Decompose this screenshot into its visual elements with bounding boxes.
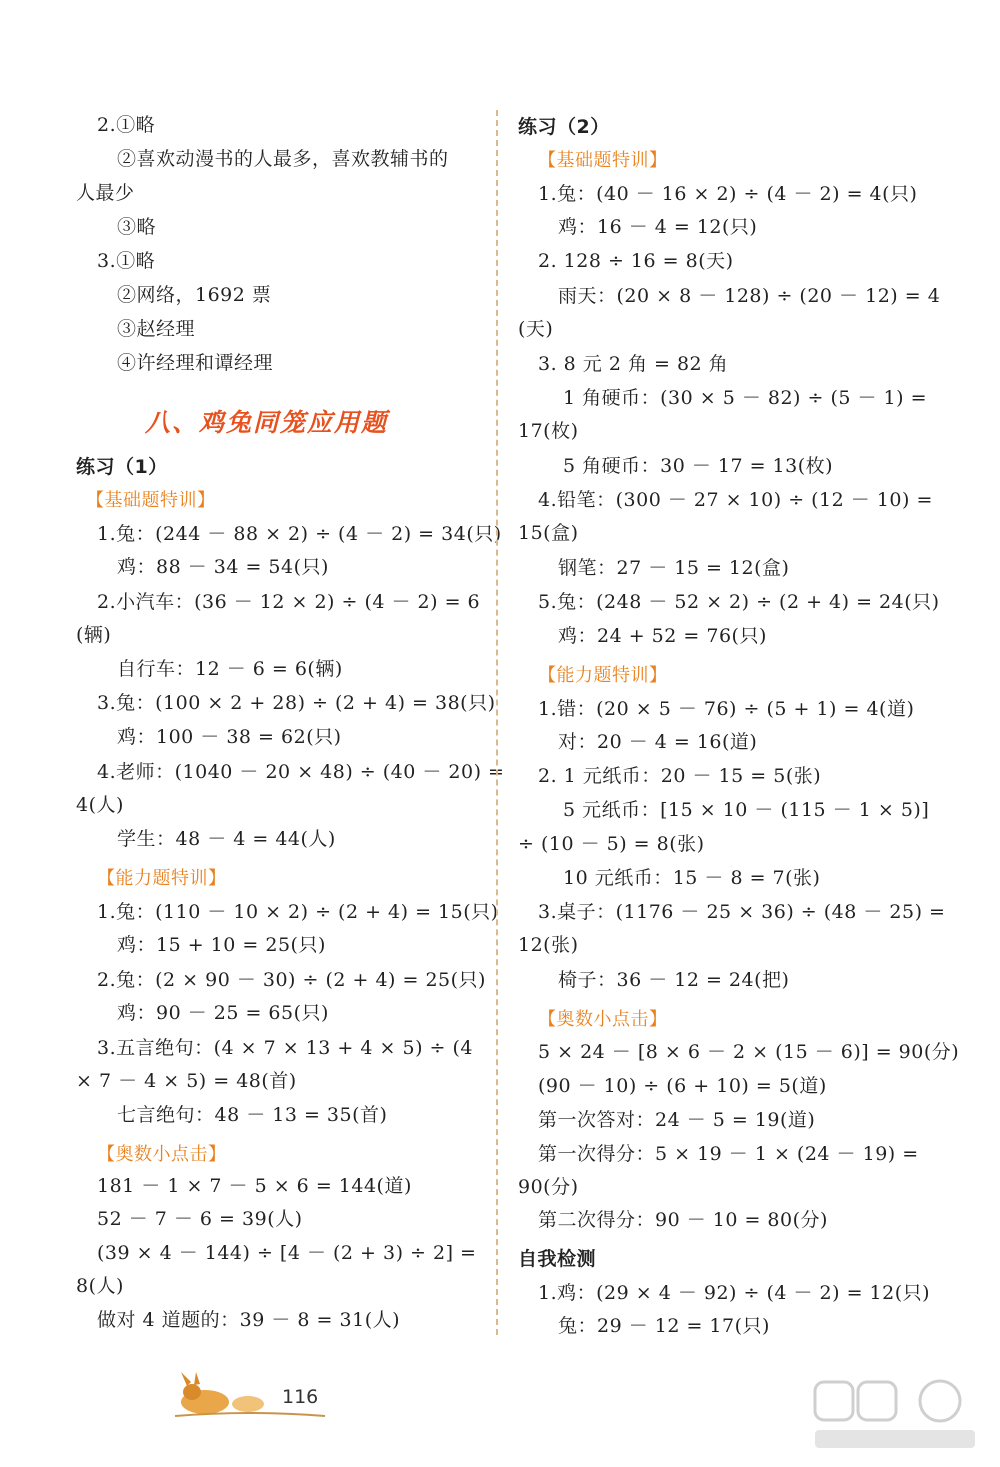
answer-line: 1.兔：(110 － 10 × 2) ÷ (2 + 4) = 15(只) xyxy=(97,901,499,923)
answer-line: 椅子：36 － 12 = 24(把) xyxy=(558,969,790,991)
section-heading: 自我检测 xyxy=(518,1248,597,1270)
answer-line: 1.错：(20 × 5 － 76) ÷ (5 + 1) = 4(道) xyxy=(538,698,915,720)
section-tag: 【能力题特训】 xyxy=(97,868,227,889)
answer-line: 8(人) xyxy=(76,1275,124,1297)
answer-line: ②网络，1692 票 xyxy=(117,284,272,306)
answer-line: (39 × 4 － 144) ÷ [4 － (2 + 3) ÷ 2] = xyxy=(97,1242,477,1264)
answer-line: ②喜欢动漫书的人最多，喜欢教辅书的 xyxy=(117,148,449,170)
answer-line: 3.兔：(100 × 2 + 28) ÷ (2 + 4) = 38(只) xyxy=(97,692,496,714)
answer-line: 4.老师：(1040 － 20 × 48) ÷ (40 － 20) = xyxy=(97,761,505,783)
answer-line: 15(盒) xyxy=(518,522,579,544)
section-tag: 【能力题特训】 xyxy=(538,665,668,686)
answer-line: 做对 4 道题的：39 － 8 = 31(人) xyxy=(97,1309,401,1331)
answer-line: 钢笔：27 － 15 = 12(盒) xyxy=(558,557,790,579)
answer-line: 鸡：16 － 4 = 12(只) xyxy=(558,216,758,238)
answer-line: 1 角硬币：(30 × 5 － 82) ÷ (5 － 1) = xyxy=(563,387,928,409)
answer-line: 鸡：90 － 25 = 65(只) xyxy=(117,1002,329,1024)
answer-line: 人最少 xyxy=(76,182,135,204)
answer-line: 2.①略 xyxy=(97,114,156,136)
chapter-title: 八、鸡兔同笼应用题 xyxy=(145,408,389,437)
answer-line: 2.兔：(2 × 90 － 30) ÷ (2 + 4) = 25(只) xyxy=(97,969,486,991)
answer-line: 兔：29 － 12 = 17(只) xyxy=(558,1315,770,1337)
section-tag: 【基础题特训】 xyxy=(86,490,216,511)
answer-line: 七言绝句：48 － 13 = 35(首) xyxy=(117,1104,388,1126)
answer-line: (天) xyxy=(518,318,554,340)
answer-line: 4(人) xyxy=(76,794,124,816)
answer-line: 17(枚) xyxy=(518,420,579,442)
answer-line: 3.①略 xyxy=(97,250,156,272)
section-tag: 【奥数小点击】 xyxy=(538,1009,668,1030)
answer-line: 2.小汽车：(36 － 12 × 2) ÷ (4 － 2) = 6 xyxy=(97,591,481,613)
answer-line: 3.桌子：(1176 － 25 × 36) ÷ (48 － 25) = xyxy=(538,901,946,923)
answer-line: 3. 8 元 2 角 = 82 角 xyxy=(538,353,729,375)
answer-line: 雨天：(20 × 8 － 128) ÷ (20 － 12) = 4 xyxy=(558,285,941,307)
answer-line: ③赵经理 xyxy=(117,318,196,340)
answer-line: 5.兔：(248 － 52 × 2) ÷ (2 + 4) = 24(只) xyxy=(538,591,940,613)
answer-line: 对：20 － 4 = 16(道) xyxy=(558,731,758,753)
answer-line: ③略 xyxy=(117,216,157,238)
answer-line: 1.鸡：(29 × 4 － 92) ÷ (4 － 2) = 12(只) xyxy=(538,1282,931,1304)
answer-line: 1.兔：(244 － 88 × 2) ÷ (4 － 2) = 34(只) xyxy=(97,523,502,545)
answer-line: 5 元纸币：[15 × 10 － (115 － 1 × 5)] xyxy=(563,799,930,821)
answer-line: 181 － 1 × 7 － 5 × 6 = 144(道) xyxy=(97,1175,412,1197)
answer-line: 12(张) xyxy=(518,934,579,956)
answer-line: (90 － 10) ÷ (6 + 10) = 5(道) xyxy=(538,1075,827,1097)
answer-line: 自行车：12 － 6 = 6(辆) xyxy=(117,658,343,680)
answer-line: 1.兔：(40 － 16 × 2) ÷ (4 － 2) = 4(只) xyxy=(538,183,918,205)
answer-line: 5 角硬币：30 － 17 = 13(枚) xyxy=(563,455,834,477)
answer-line: 第二次得分：90 － 10 = 80(分) xyxy=(538,1209,828,1231)
column-divider xyxy=(496,110,498,1335)
section-tag: 【奥数小点击】 xyxy=(97,1144,227,1165)
section-tag: 【基础题特训】 xyxy=(538,150,668,171)
answer-line: 52 － 7 － 6 = 39(人) xyxy=(97,1208,303,1230)
answer-line: 学生：48 － 4 = 44(人) xyxy=(117,828,336,850)
answer-line: (辆) xyxy=(76,624,112,646)
answer-line: 鸡：15 + 10 = 25(只) xyxy=(117,934,326,956)
answer-line: 4.铅笔：(300 － 27 × 10) ÷ (12 － 10) = xyxy=(538,489,933,511)
section-heading: 练习（2） xyxy=(518,116,610,138)
answer-line: 90(分) xyxy=(518,1176,579,1198)
answer-line: 鸡：88 － 34 = 54(只) xyxy=(117,556,329,578)
answer-line: 鸡：100 － 38 = 62(只) xyxy=(117,726,342,748)
answer-line: 3.五言绝句：(4 × 7 × 13 + 4 × 5) ÷ (4 xyxy=(97,1037,473,1059)
watermark-logo-icon xyxy=(810,1376,980,1456)
answer-line: × 7 － 4 × 5) = 48(首) xyxy=(76,1070,297,1092)
page-number: 116 xyxy=(282,1386,319,1408)
answer-line: 鸡：24 + 52 = 76(只) xyxy=(558,625,767,647)
answer-line: 2. 128 ÷ 16 = 8(天) xyxy=(538,250,734,272)
answer-line: ÷ (10 － 5) = 8(张) xyxy=(518,833,705,855)
answer-line: 10 元纸币：15 － 8 = 7(张) xyxy=(563,867,821,889)
answer-line: 5 × 24 － [8 × 6 － 2 × (15 － 6)] = 90(分) xyxy=(538,1041,960,1063)
answer-line: ④许经理和谭经理 xyxy=(117,352,274,374)
answer-line: 2. 1 元纸币：20 － 15 = 5(张) xyxy=(538,765,822,787)
answer-line: 第一次答对：24 － 5 = 19(道) xyxy=(538,1109,816,1131)
answer-line: 第一次得分：5 × 19 － 1 × (24 － 19) = xyxy=(538,1143,919,1165)
section-heading: 练习（1） xyxy=(76,456,168,478)
